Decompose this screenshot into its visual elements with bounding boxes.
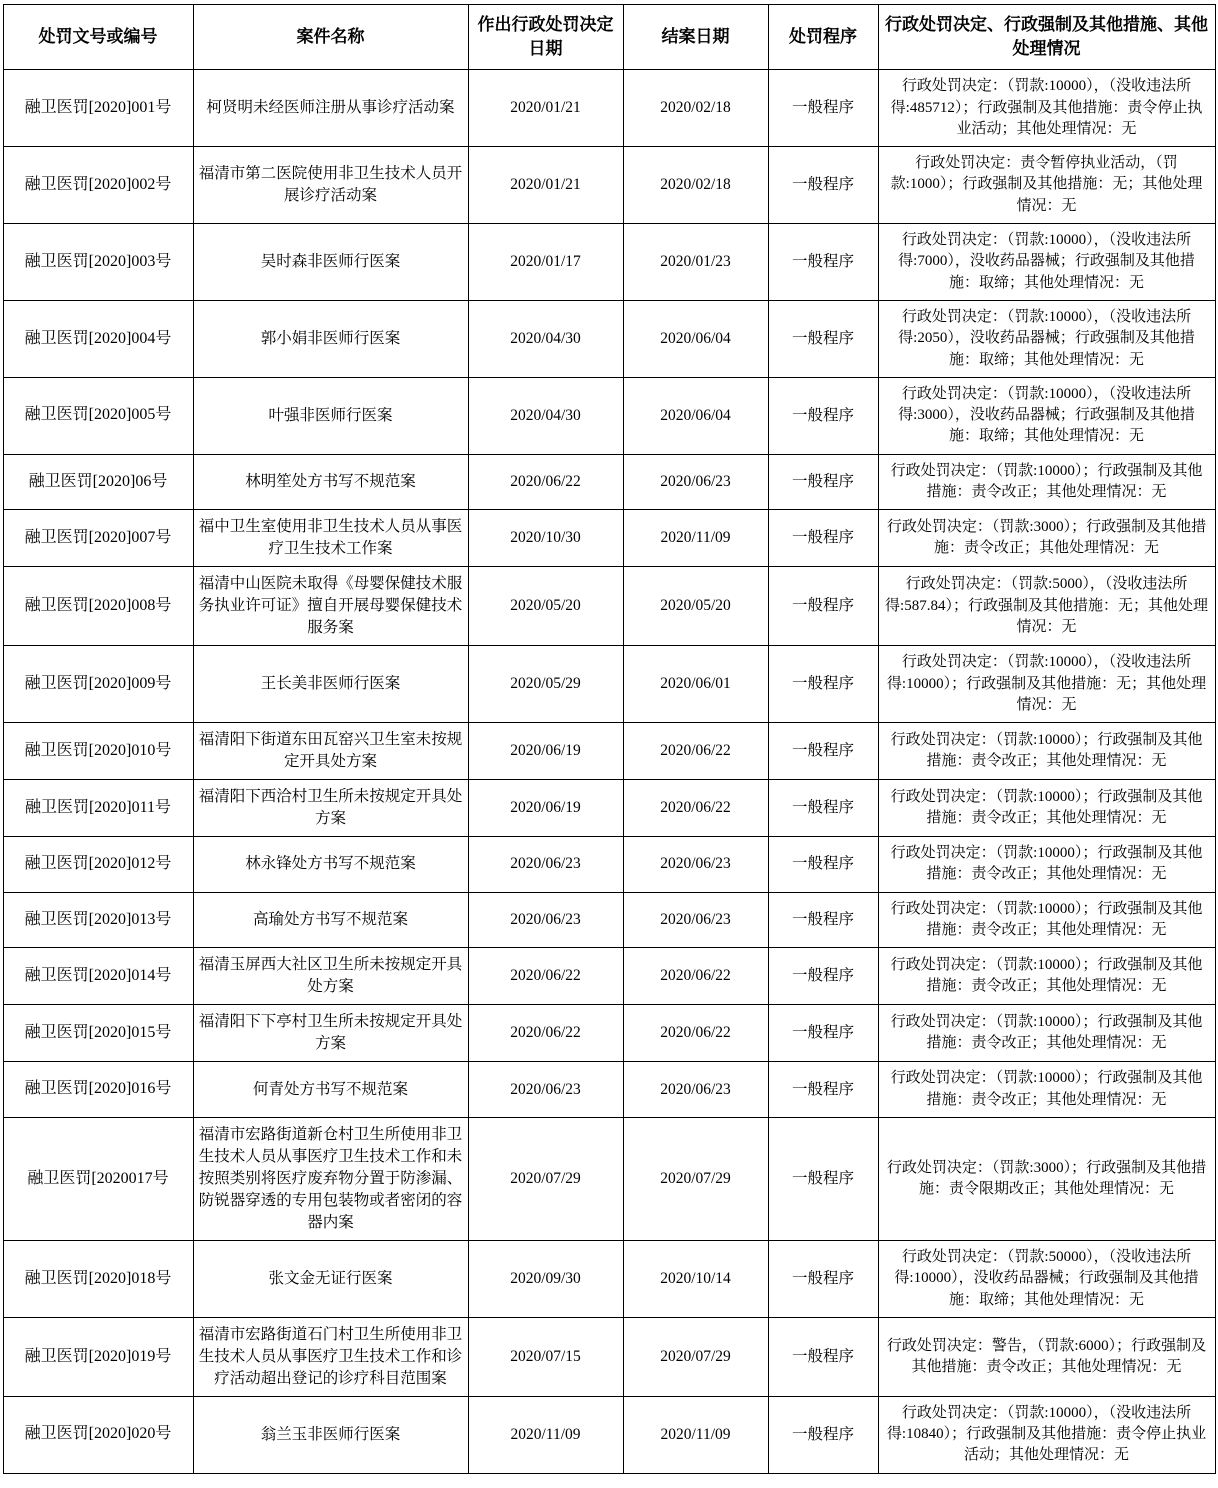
cell-procedure: 一般程序 xyxy=(768,1396,878,1473)
cell-close-date: 2020/06/22 xyxy=(623,948,768,1005)
cell-case-name: 高瑜处方书写不规范案 xyxy=(193,892,468,948)
cell-case-name: 柯贤明未经医师注册从事诊疗活动案 xyxy=(193,70,468,147)
cell-doc-no: 融卫医罚[2020]020号 xyxy=(3,1396,193,1473)
cell-doc-no: 融卫医罚[2020]003号 xyxy=(3,224,193,301)
cell-decision-date: 2020/07/15 xyxy=(468,1317,623,1396)
cell-decision: 行政处罚决定：（罚款:3000）；行政强制及其他措施：责令改正；其他处理情况：无 xyxy=(878,510,1215,567)
cell-doc-no: 融卫医罚[2020]010号 xyxy=(3,723,193,780)
cell-decision: 行政处罚决定：（罚款:10000），（没收违法所得:3000），没收药品器械；行政强制及其他措施：取缔；其他处理情况：无 xyxy=(878,377,1215,454)
cell-decision: 行政处罚决定：（罚款:3000）；行政强制及其他措施：责令限期改正；其他处理情况：无 xyxy=(878,1117,1215,1240)
table-row xyxy=(3,70,1215,147)
cell-decision: 行政处罚决定：（罚款:10000）；行政强制及其他措施：责令改正；其他处理情况：无 xyxy=(878,780,1215,837)
cell-decision: 行政处罚决定：（罚款:10000）；行政强制及其他措施：责令改正；其他处理情况：无 xyxy=(878,837,1215,893)
cell-decision: 行政处罚决定：（罚款:10000）；行政强制及其他措施：责令改正；其他处理情况：无 xyxy=(878,1005,1215,1062)
cell-case-name: 翁兰玉非医师行医案 xyxy=(193,1396,468,1473)
cell-procedure: 一般程序 xyxy=(768,510,878,567)
cell-procedure: 一般程序 xyxy=(768,1005,878,1062)
cell-procedure: 一般程序 xyxy=(768,377,878,454)
cell-case-name: 林明笙处方书写不规范案 xyxy=(193,454,468,510)
cell-decision: 行政处罚决定：（罚款:10000），（没收违法所得:7000），没收药品器械；行政强制及其他措施：取缔；其他处理情况：无 xyxy=(878,224,1215,301)
table-row xyxy=(3,1117,1215,1240)
cell-decision: 行政处罚决定：（罚款:10000），（没收违法所得:10000）；行政强制及其他措施：无；其他处理情况：无 xyxy=(878,646,1215,723)
table-row xyxy=(3,147,1215,224)
cell-decision: 行政处罚决定：（罚款:10000）；行政强制及其他措施：责令改正；其他处理情况：无 xyxy=(878,948,1215,1005)
table-row xyxy=(3,567,1215,646)
cell-case-name: 福清玉屏西大社区卫生所未按规定开具处方案 xyxy=(193,948,468,1005)
cell-close-date: 2020/06/23 xyxy=(623,837,768,893)
cell-doc-no: 融卫医罚[2020]009号 xyxy=(3,646,193,723)
column-header-doc-no: 处罚文号或编号 xyxy=(3,5,193,70)
table-row xyxy=(3,1062,1215,1118)
cell-decision-date: 2020/11/09 xyxy=(468,1396,623,1473)
cell-close-date: 2020/02/18 xyxy=(623,147,768,224)
cell-doc-no: 融卫医罚[2020]007号 xyxy=(3,510,193,567)
cell-doc-no: 融卫医罚[2020]018号 xyxy=(3,1240,193,1317)
cell-decision: 行政处罚决定：（罚款:5000），（没收违法所得:587.84）；行政强制及其他措施：无；其他处理情况：无 xyxy=(878,567,1215,646)
cell-doc-no: 融卫医罚[2020]06号 xyxy=(3,454,193,510)
cell-doc-no: 融卫医罚[2020]001号 xyxy=(3,70,193,147)
cell-procedure: 一般程序 xyxy=(768,892,878,948)
cell-procedure: 一般程序 xyxy=(768,948,878,1005)
cell-decision-date: 2020/06/22 xyxy=(468,948,623,1005)
cell-close-date: 2020/01/23 xyxy=(623,224,768,301)
table-row xyxy=(3,300,1215,377)
cell-procedure: 一般程序 xyxy=(768,70,878,147)
cell-decision-date: 2020/09/30 xyxy=(468,1240,623,1317)
cell-case-name: 福中卫生室使用非卫生技术人员从事医疗卫生技术工作案 xyxy=(193,510,468,567)
cell-close-date: 2020/07/29 xyxy=(623,1317,768,1396)
cell-decision-date: 2020/06/19 xyxy=(468,723,623,780)
cell-doc-no: 融卫医罚[2020]011号 xyxy=(3,780,193,837)
cell-close-date: 2020/06/22 xyxy=(623,1005,768,1062)
cell-doc-no: 融卫医罚[2020]015号 xyxy=(3,1005,193,1062)
table-row xyxy=(3,510,1215,567)
cell-close-date: 2020/11/09 xyxy=(623,510,768,567)
cell-close-date: 2020/06/22 xyxy=(623,723,768,780)
table-row xyxy=(3,1240,1215,1317)
cell-decision-date: 2020/07/29 xyxy=(468,1117,623,1240)
cell-decision: 行政处罚决定：（罚款:10000）；行政强制及其他措施：责令改正；其他处理情况：无 xyxy=(878,454,1215,510)
cell-close-date: 2020/06/04 xyxy=(623,377,768,454)
cell-close-date: 2020/07/29 xyxy=(623,1117,768,1240)
cell-decision: 行政处罚决定：（罚款:10000）；行政强制及其他措施：责令改正；其他处理情况：无 xyxy=(878,723,1215,780)
table-row xyxy=(3,1317,1215,1396)
cell-case-name: 福清市宏路街道新仓村卫生所使用非卫生技术人员从事医疗卫生技术工作和未按照类别将医疗废弃物分置于防渗漏、防锐器穿透的专用包装物或者密闭的容器内案 xyxy=(193,1117,468,1240)
cell-doc-no: 融卫医罚[2020]002号 xyxy=(3,147,193,224)
cell-close-date: 2020/11/09 xyxy=(623,1396,768,1473)
cell-case-name: 福清中山医院未取得《母婴保健技术服务执业许可证》擅自开展母婴保健技术服务案 xyxy=(193,567,468,646)
cell-procedure: 一般程序 xyxy=(768,224,878,301)
cell-procedure: 一般程序 xyxy=(768,1317,878,1396)
cell-decision-date: 2020/10/30 xyxy=(468,510,623,567)
cell-close-date: 2020/06/23 xyxy=(623,454,768,510)
table-row xyxy=(3,948,1215,1005)
cell-decision-date: 2020/05/20 xyxy=(468,567,623,646)
table-body xyxy=(3,70,1215,1474)
cell-procedure: 一般程序 xyxy=(768,837,878,893)
table-row xyxy=(3,646,1215,723)
cell-close-date: 2020/05/20 xyxy=(623,567,768,646)
cell-case-name: 福清市宏路街道石门村卫生所使用非卫生技术人员从事医疗卫生技术工作和诊疗活动超出登记的诊疗科目范围案 xyxy=(193,1317,468,1396)
cell-procedure: 一般程序 xyxy=(768,147,878,224)
cell-close-date: 2020/06/23 xyxy=(623,892,768,948)
table-row xyxy=(3,377,1215,454)
cell-decision: 行政处罚决定：（罚款:10000）；行政强制及其他措施：责令改正；其他处理情况：无 xyxy=(878,892,1215,948)
cell-procedure: 一般程序 xyxy=(768,780,878,837)
cell-procedure: 一般程序 xyxy=(768,454,878,510)
cell-decision: 行政处罚决定：（罚款:10000），（没收违法所得:2050），没收药品器械；行政强制及其他措施：取缔；其他处理情况：无 xyxy=(878,300,1215,377)
cell-decision-date: 2020/01/17 xyxy=(468,224,623,301)
cell-procedure: 一般程序 xyxy=(768,567,878,646)
cell-procedure: 一般程序 xyxy=(768,646,878,723)
table-header xyxy=(3,5,1215,70)
cell-decision-date: 2020/06/23 xyxy=(468,1062,623,1118)
cell-doc-no: 融卫医罚[2020]008号 xyxy=(3,567,193,646)
cell-case-name: 王长美非医师行医案 xyxy=(193,646,468,723)
cell-decision-date: 2020/06/22 xyxy=(468,1005,623,1062)
cell-procedure: 一般程序 xyxy=(768,1117,878,1240)
cell-procedure: 一般程序 xyxy=(768,723,878,780)
cell-decision: 行政处罚决定：责令暂停执业活动，（罚款:1000）；行政强制及其他措施：无；其他处理情况：无 xyxy=(878,147,1215,224)
column-header-decision-date: 作出行政处罚决定日期 xyxy=(468,5,623,70)
table-row xyxy=(3,1396,1215,1473)
cell-close-date: 2020/10/14 xyxy=(623,1240,768,1317)
cell-case-name: 吴时森非医师行医案 xyxy=(193,224,468,301)
cell-close-date: 2020/06/01 xyxy=(623,646,768,723)
cell-case-name: 郭小娟非医师行医案 xyxy=(193,300,468,377)
column-header-close-date: 结案日期 xyxy=(623,5,768,70)
cell-decision: 行政处罚决定：（罚款:10000），（没收违法所得:485712）；行政强制及其他措施：责令停止执业活动；其他处理情况：无 xyxy=(878,70,1215,147)
cell-doc-no: 融卫医罚[2020]016号 xyxy=(3,1062,193,1118)
table-row xyxy=(3,224,1215,301)
cell-procedure: 一般程序 xyxy=(768,1240,878,1317)
column-header-decision: 行政处罚决定、行政强制及其他措施、其他处理情况 xyxy=(878,5,1215,70)
administrative-penalty-table xyxy=(3,4,1216,1474)
cell-decision-date: 2020/04/30 xyxy=(468,377,623,454)
cell-decision-date: 2020/06/23 xyxy=(468,837,623,893)
cell-doc-no: 融卫医罚[2020]014号 xyxy=(3,948,193,1005)
cell-case-name: 福清市第二医院使用非卫生技术人员开展诊疗活动案 xyxy=(193,147,468,224)
cell-case-name: 叶强非医师行医案 xyxy=(193,377,468,454)
cell-case-name: 何青处方书写不规范案 xyxy=(193,1062,468,1118)
column-header-procedure: 处罚程序 xyxy=(768,5,878,70)
cell-decision-date: 2020/04/30 xyxy=(468,300,623,377)
table-row xyxy=(3,454,1215,510)
cell-close-date: 2020/06/23 xyxy=(623,1062,768,1118)
cell-close-date: 2020/02/18 xyxy=(623,70,768,147)
cell-doc-no: 融卫医罚[2020]019号 xyxy=(3,1317,193,1396)
cell-doc-no: 融卫医罚[2020]005号 xyxy=(3,377,193,454)
cell-doc-no: 融卫医罚[2020]013号 xyxy=(3,892,193,948)
column-header-case-name: 案件名称 xyxy=(193,5,468,70)
table-row xyxy=(3,723,1215,780)
cell-case-name: 张文金无证行医案 xyxy=(193,1240,468,1317)
cell-decision-date: 2020/01/21 xyxy=(468,147,623,224)
cell-procedure: 一般程序 xyxy=(768,1062,878,1118)
cell-close-date: 2020/06/22 xyxy=(623,780,768,837)
cell-close-date: 2020/06/04 xyxy=(623,300,768,377)
cell-case-name: 福清阳下街道东田瓦窑兴卫生室未按规定开具处方案 xyxy=(193,723,468,780)
table-row xyxy=(3,837,1215,893)
table-header-row xyxy=(3,5,1215,70)
cell-decision: 行政处罚决定：（罚款:10000），（没收违法所得:10840）；行政强制及其他措施：责令停止执业活动；其他处理情况：无 xyxy=(878,1396,1215,1473)
cell-case-name: 福清阳下下亭村卫生所未按规定开具处方案 xyxy=(193,1005,468,1062)
cell-decision-date: 2020/01/21 xyxy=(468,70,623,147)
cell-doc-no: 融卫医罚[2020]004号 xyxy=(3,300,193,377)
cell-decision-date: 2020/06/22 xyxy=(468,454,623,510)
cell-doc-no: 融卫医罚[2020]012号 xyxy=(3,837,193,893)
cell-decision-date: 2020/06/23 xyxy=(468,892,623,948)
table-row xyxy=(3,780,1215,837)
cell-decision: 行政处罚决定：警告，（罚款:6000）；行政强制及其他措施：责令改正；其他处理情况：无 xyxy=(878,1317,1215,1396)
table-row xyxy=(3,892,1215,948)
cell-case-name: 福清阳下西洽村卫生所未按规定开具处方案 xyxy=(193,780,468,837)
cell-decision-date: 2020/05/29 xyxy=(468,646,623,723)
cell-decision-date: 2020/06/19 xyxy=(468,780,623,837)
cell-doc-no: 融卫医罚[2020017号 xyxy=(3,1117,193,1240)
cell-case-name: 林永锋处方书写不规范案 xyxy=(193,837,468,893)
table-row xyxy=(3,1005,1215,1062)
cell-procedure: 一般程序 xyxy=(768,300,878,377)
cell-decision: 行政处罚决定：（罚款:10000）；行政强制及其他措施：责令改正；其他处理情况：无 xyxy=(878,1062,1215,1118)
cell-decision: 行政处罚决定：（罚款:50000），（没收违法所得:10000），没收药品器械；行政强制及其他措施：取缔；其他处理情况：无 xyxy=(878,1240,1215,1317)
